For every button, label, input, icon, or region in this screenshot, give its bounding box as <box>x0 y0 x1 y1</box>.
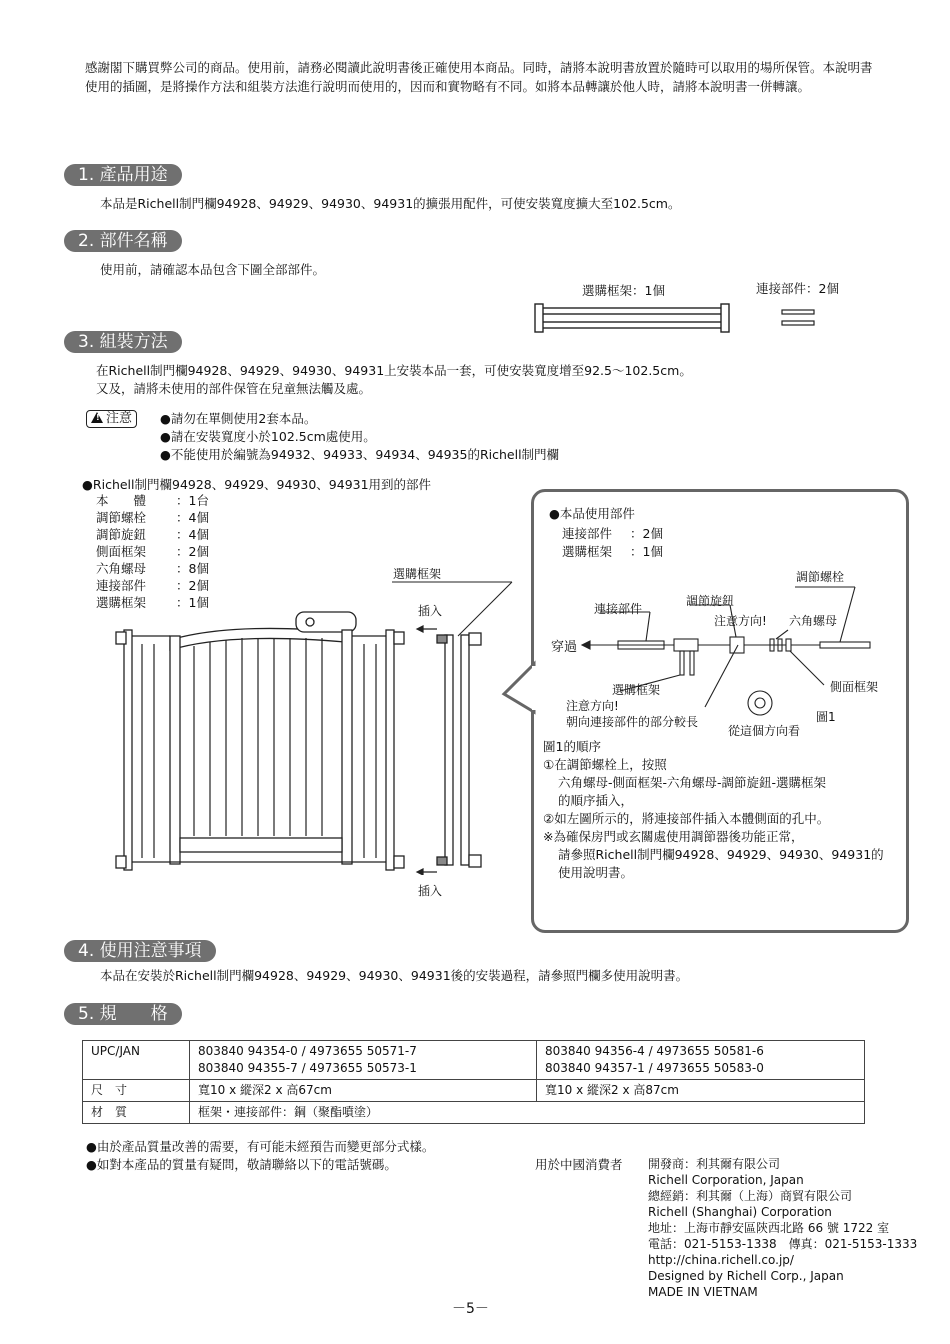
contact-line: 地址：上海市靜安區陝西北路 66 號 1722 室 <box>648 1221 890 1235</box>
caution-badge: ! 注意 <box>86 410 137 428</box>
caution-item-2: ●請在安裝寬度小於102.5cm處使用。 <box>160 429 376 444</box>
callout-item: 連接部件 ：2個 <box>562 526 663 541</box>
label-longer-side: 朝向連接部件的部分較長 <box>566 715 699 729</box>
section-2-heading: 2. 部件名稱 <box>64 230 182 252</box>
note-1: ●由於產品質量改善的需要，有可能未經預告而變更部分式樣。 <box>86 1139 435 1154</box>
parts-list-item: 連接部件 ：2個 <box>96 578 209 593</box>
figure-1-assembly-diagram <box>580 585 880 745</box>
label-hex-nut: 六角螺母 <box>789 614 838 628</box>
spec-label-size: 尺 寸 <box>83 1080 190 1102</box>
label-figure-1: 圖1 <box>816 710 836 724</box>
section-1-body: 本品是Richell制門欄94928、94929、94930、94931的擴張用配件，可使安裝寬度擴大至102.5cm。 <box>100 196 681 211</box>
label-view-direction: 從這個方向看 <box>728 724 801 738</box>
label-insert-bottom: 插入 <box>418 884 443 898</box>
label-bolt: 調節螺栓 <box>796 570 845 584</box>
page-number: －5－ <box>452 1301 489 1317</box>
parts-list-item: 側面框架 ：2個 <box>96 544 209 559</box>
contact-line: 開發商：利其爾有限公司 <box>648 1157 781 1171</box>
contact-line: Designed by Richell Corp., Japan <box>648 1269 844 1283</box>
parts-list-item: 調節旋鈕 ：4個 <box>96 527 209 542</box>
part-label-connector: 連接部件：2個 <box>756 281 839 296</box>
order-step-1c: 的順序插入， <box>558 793 634 808</box>
section-4-heading: 4. 使用注意事項 <box>64 940 216 962</box>
parts-list-item: 選購框架 ：1個 <box>96 595 209 610</box>
label-frame: 選購框架 <box>612 683 661 697</box>
section-3-line2: 又及，請將未使用的部件保管在兒童無法觸及處。 <box>96 381 372 396</box>
caution-item-3: ●不能使用於編號為94932、94933、94934、94935的Richell制門欄 <box>160 447 560 462</box>
order-note-3: 使用說明書。 <box>558 865 634 880</box>
order-note: ※為確保房門或玄關處使用調節器後功能正常， <box>543 829 804 844</box>
label-optional-frame: 選購框架 <box>393 567 442 581</box>
parts-list-item: 本 體 ：1台 <box>96 493 209 508</box>
parts-list-item: 調節螺栓 ：4個 <box>96 510 209 525</box>
optional-frame-leader <box>390 580 520 640</box>
note-2: ●如對本產品的質量有疑問，敬請聯絡以下的電話號碼。 <box>86 1157 397 1172</box>
order-step-2: ②如左圖所示的，將連接部件插入本體側面的孔中。 <box>543 811 830 826</box>
contact-line: MADE IN VIETNAM <box>648 1285 758 1299</box>
callout-item: 選購框架 ：1個 <box>562 544 663 559</box>
table-row <box>83 1041 865 1080</box>
parts-list-title: ●Richell制門欄94928、94929、94930、94931用到的部件 <box>82 477 432 492</box>
table-row <box>83 1102 865 1124</box>
optional-frame-illustration <box>532 300 732 336</box>
contact-line: 電話：021-5153-1338 傳真：021-5153-1333 <box>648 1237 918 1251</box>
label-knob: 調節旋鈕 <box>686 594 735 608</box>
spec-table <box>82 1040 865 1124</box>
section-3-line1: 在Richell制門欄94928、94929、94930、94931上安裝本品一套，可使安裝寬度增至92.5～102.5cm。 <box>96 363 692 378</box>
spec-upc-right: 803840 94356-4 / 4973655 50581-6 803840 94357-1 / 4973655 50583-0 <box>537 1041 865 1080</box>
caution-item-1: ●請勿在單側使用2套本品。 <box>160 411 317 426</box>
label-caution-direction: 注意方向! <box>714 614 767 628</box>
label-through: 穿過 <box>551 640 578 655</box>
parts-list-item: 六角螺母 ：8個 <box>96 561 209 576</box>
order-step-1b: 六角螺母-側面框架-六角螺母-調節旋鈕-選購框架 <box>558 775 827 790</box>
label-connector: 連接部件 <box>594 602 643 616</box>
contact-line: Richell (Shanghai) Corporation <box>648 1205 832 1219</box>
label-caution-direction-2: 注意方向! <box>566 699 619 713</box>
section-2-body: 使用前，請確認本品包含下圖全部部件。 <box>100 262 326 277</box>
spec-size-right: 寬10 x 縱深2 x 高87cm <box>537 1080 865 1102</box>
spec-size-left: 寬10 x 縱深2 x 高67cm <box>190 1080 537 1102</box>
gate-illustration <box>110 600 410 880</box>
callout-title: ●本品使用部件 <box>549 506 635 521</box>
contact-label: 用於中國消費者 <box>535 1157 623 1172</box>
label-insert-top: 插入 <box>418 604 443 618</box>
section-4-body: 本品在安裝於Richell制門欄94928、94929、94930、94931後的安裝過程，請參照門欄多使用說明書。 <box>100 968 689 983</box>
order-step-1: ①在調節螺栓上，按照 <box>543 757 667 772</box>
connector-parts-illustration <box>780 306 816 330</box>
section-1-heading: 1. 產品用途 <box>64 164 182 186</box>
optional-frame-side-view <box>415 625 495 875</box>
part-label-optional-frame: 選購框架：1個 <box>582 283 665 298</box>
table-row <box>83 1080 865 1102</box>
spec-label-material: 材 質 <box>83 1102 190 1124</box>
contact-line: 總經銷：利其爾（上海）商貿有限公司 <box>648 1189 853 1203</box>
order-note-2: 請參照Richell制門欄94928、94929、94930、94931的 <box>558 847 884 862</box>
contact-line: http://china.richell.co.jp/ <box>648 1253 794 1267</box>
label-side-frame: 側面框架 <box>830 680 879 694</box>
intro-paragraph: 感謝閣下購買弊公司的商品。使用前，請務必閱讀此說明書後正確使用本商品。同時，請將本說明書放置於隨時可以取用的場所保管。本說明書使用的插圖，是將操作方法和組裝方法進行說明而使用的，因而和實物略有不同。如將本品轉讓於他人時，請將本說明書一併轉讓。 <box>85 60 873 94</box>
section-5-heading: 5. 規 格 <box>64 1003 182 1025</box>
order-title: 圖1的順序 <box>543 739 601 754</box>
spec-upc-left: 803840 94354-0 / 4973655 50571-7 803840 94355-7 / 4973655 50573-1 <box>190 1041 537 1080</box>
spec-label-upc: UPC/JAN <box>83 1041 190 1080</box>
warning-icon: ! <box>91 412 103 423</box>
section-3-heading: 3. 組裝方法 <box>64 331 182 353</box>
callout-pointer <box>498 660 538 720</box>
spec-material: 框架・連接部件：鋼（聚酯噴塗） <box>190 1102 865 1124</box>
contact-line: Richell Corporation, Japan <box>648 1173 804 1187</box>
